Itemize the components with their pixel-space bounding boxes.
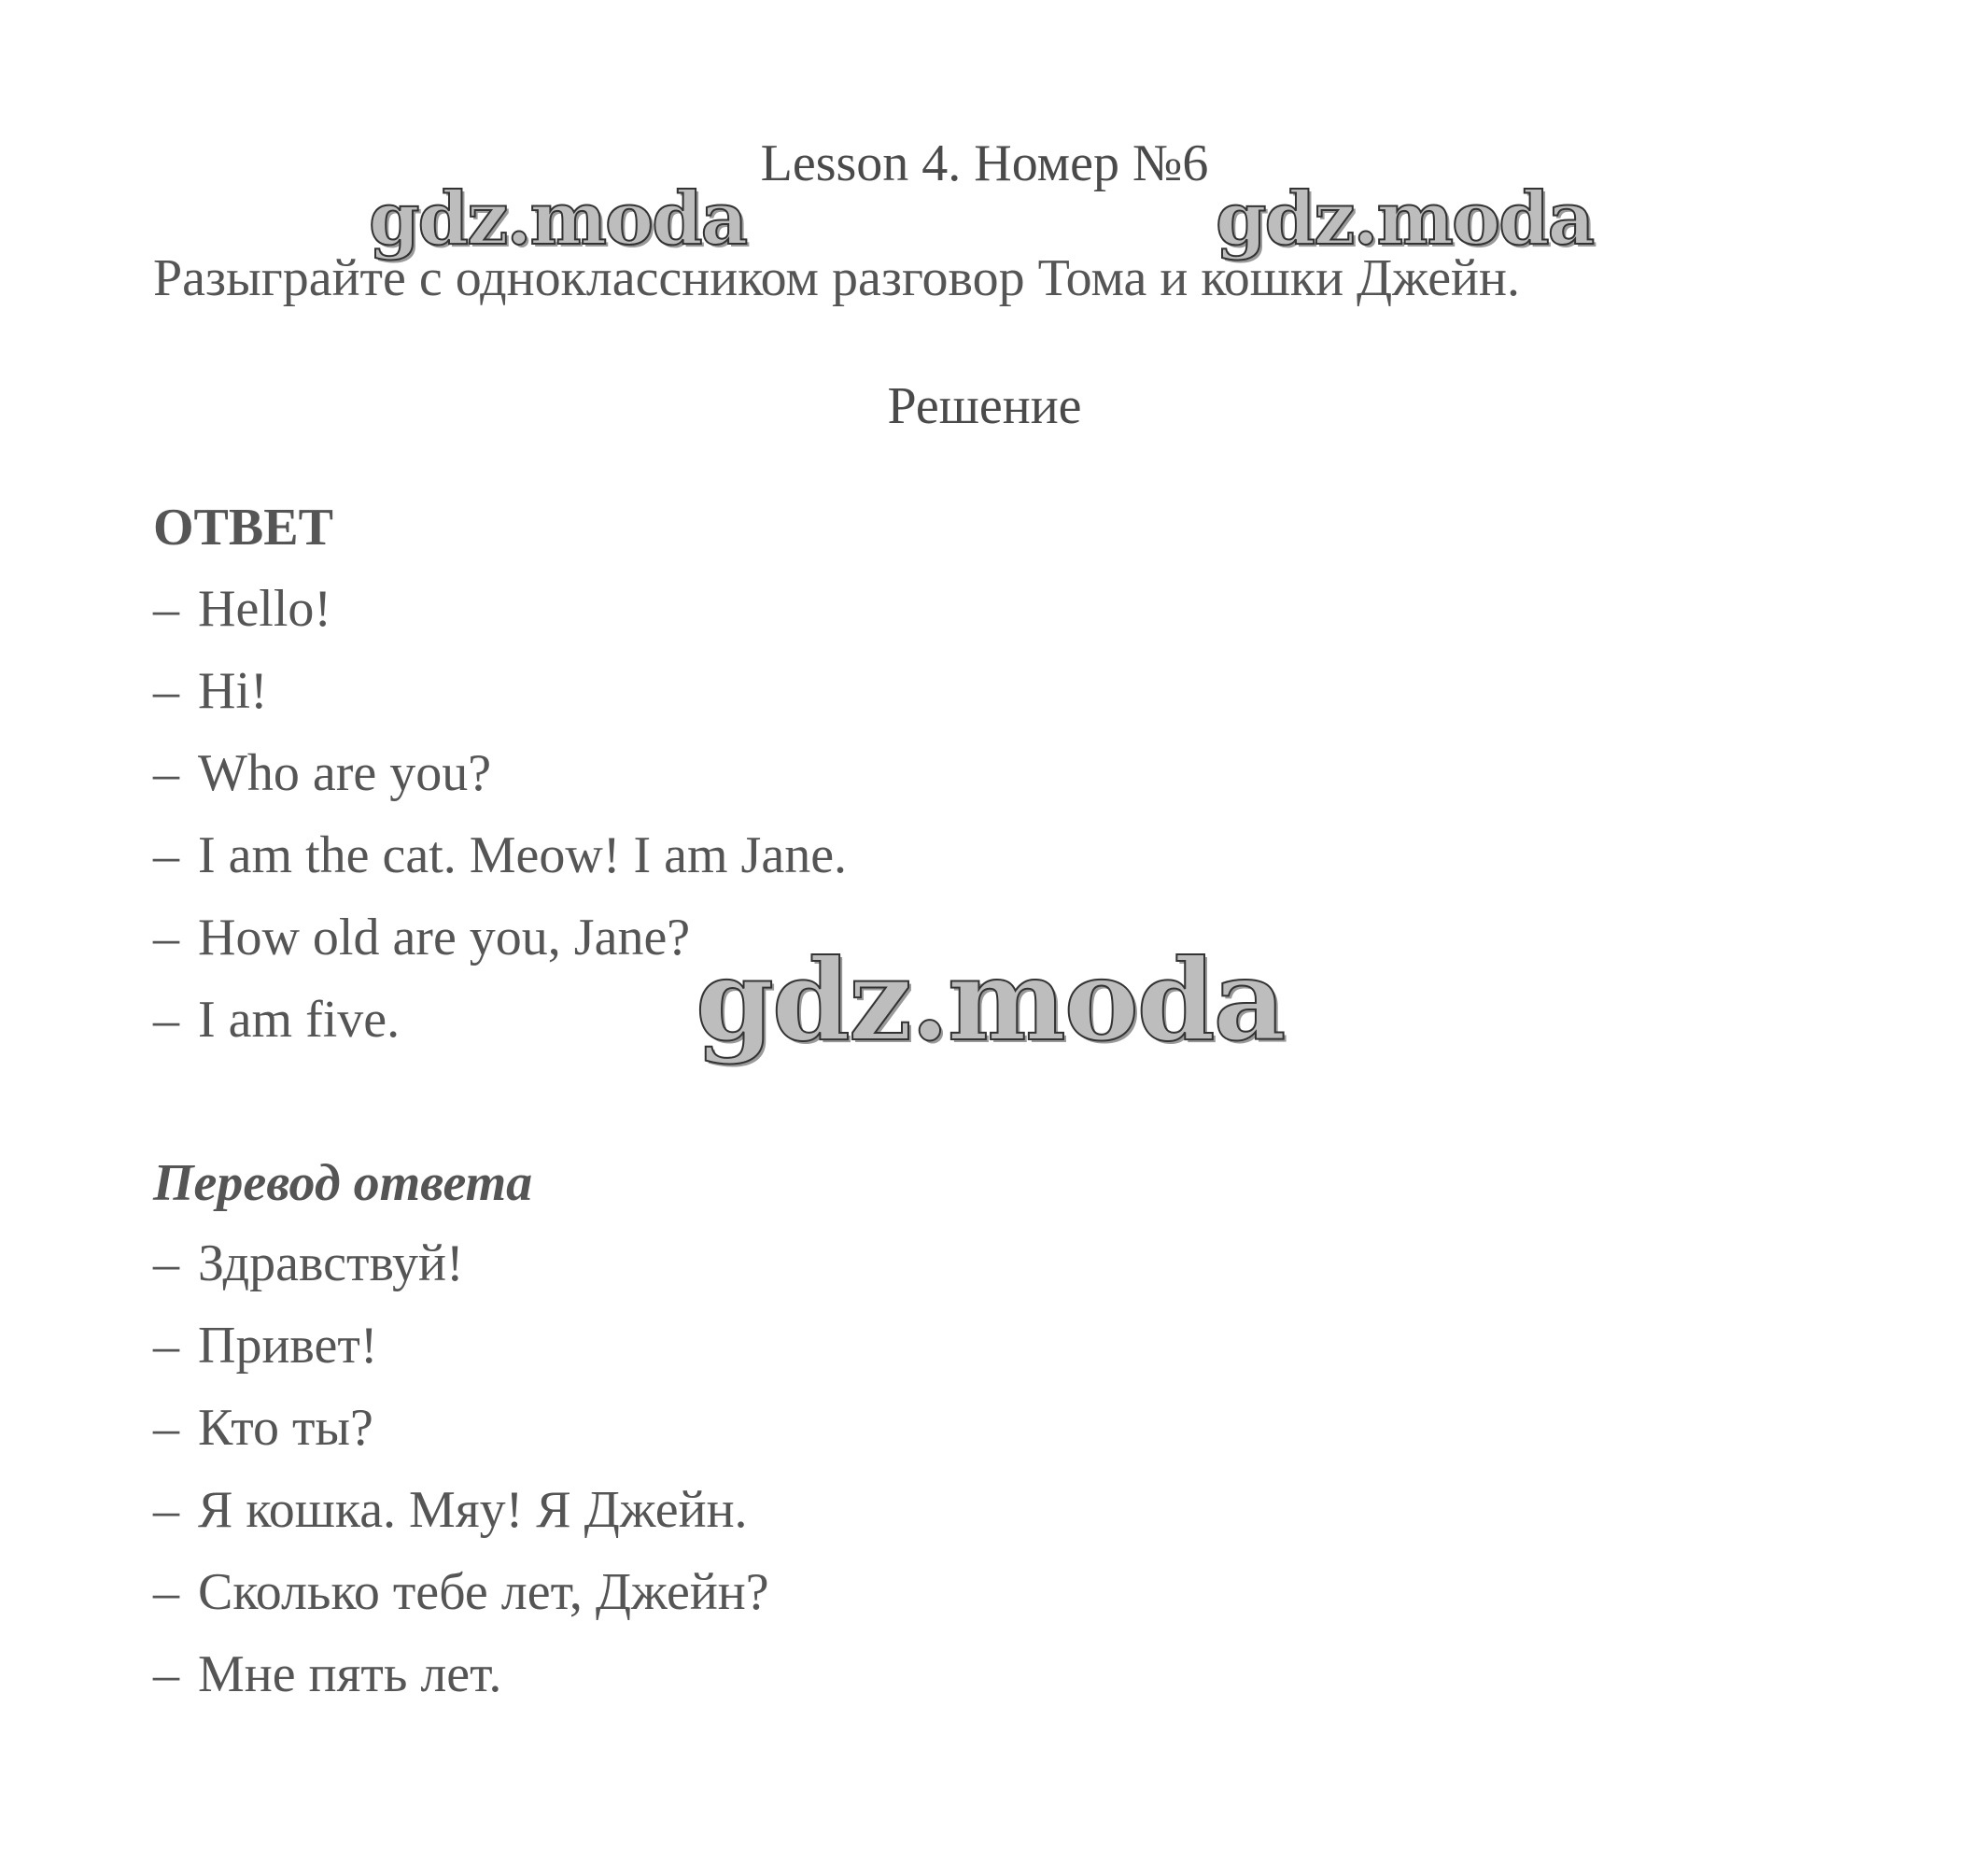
dialogue-text: Кто ты? bbox=[198, 1399, 373, 1457]
dash-mark: – bbox=[153, 909, 179, 966]
dialogue-text: Who are you? bbox=[198, 744, 492, 802]
dialogue-text: Hello! bbox=[198, 580, 332, 638]
dialogue-text: I am five. bbox=[198, 991, 401, 1049]
dialogue-line bbox=[153, 658, 847, 741]
dash-mark: – bbox=[153, 991, 179, 1049]
dash-mark: – bbox=[153, 1234, 179, 1292]
dialogue-line bbox=[153, 1313, 769, 1395]
dash-mark: – bbox=[153, 1317, 179, 1375]
dash-mark: – bbox=[153, 826, 179, 884]
dash-mark: – bbox=[153, 580, 179, 638]
dialogue-text: Здравствуй! bbox=[198, 1234, 464, 1292]
dash-mark: – bbox=[153, 662, 179, 720]
dash-mark: – bbox=[153, 744, 179, 802]
translation-dialogue bbox=[153, 1231, 769, 1724]
page-title: Lesson 4. Номер №6 bbox=[760, 134, 1209, 192]
dialogue-text: How old are you, Jane? bbox=[198, 909, 691, 966]
watermark-logo: gdz.moda bbox=[696, 935, 1285, 1066]
dialogue-text: Мне пять лет. bbox=[198, 1645, 502, 1703]
translation-heading: Перевод ответа bbox=[153, 1154, 533, 1212]
dialogue-line bbox=[153, 576, 847, 658]
dialogue-line bbox=[153, 1477, 769, 1559]
dash-mark: – bbox=[153, 1399, 179, 1457]
dialogue-line bbox=[153, 1642, 769, 1724]
dash-mark: – bbox=[153, 1481, 179, 1539]
watermark-logo: gdz.moda bbox=[1216, 176, 1594, 261]
dialogue-line bbox=[153, 1395, 769, 1477]
dialogue-line bbox=[153, 1559, 769, 1642]
dialogue-text: I am the cat. Meow! I am Jane. bbox=[198, 826, 848, 884]
dialogue-text: Привет! bbox=[198, 1317, 378, 1375]
dialogue-text: Я кошка. Мяу! Я Джейн. bbox=[198, 1481, 748, 1539]
dialogue-line bbox=[153, 741, 847, 823]
dialogue-text: Сколько тебе лет, Джейн? bbox=[198, 1563, 769, 1621]
dash-mark: – bbox=[153, 1645, 179, 1703]
dialogue-line bbox=[153, 1231, 769, 1313]
watermark-logo: gdz.moda bbox=[369, 176, 747, 261]
dash-mark: – bbox=[153, 1563, 179, 1621]
dialogue-line bbox=[153, 823, 847, 905]
task-text: Разыграйте с одноклассником разговор Тома и кошки Джейн. bbox=[153, 249, 1520, 307]
solution-heading: Решение bbox=[887, 377, 1082, 435]
dialogue-text: Hi! bbox=[198, 662, 268, 720]
answer-heading: ОТВЕТ bbox=[153, 499, 333, 557]
